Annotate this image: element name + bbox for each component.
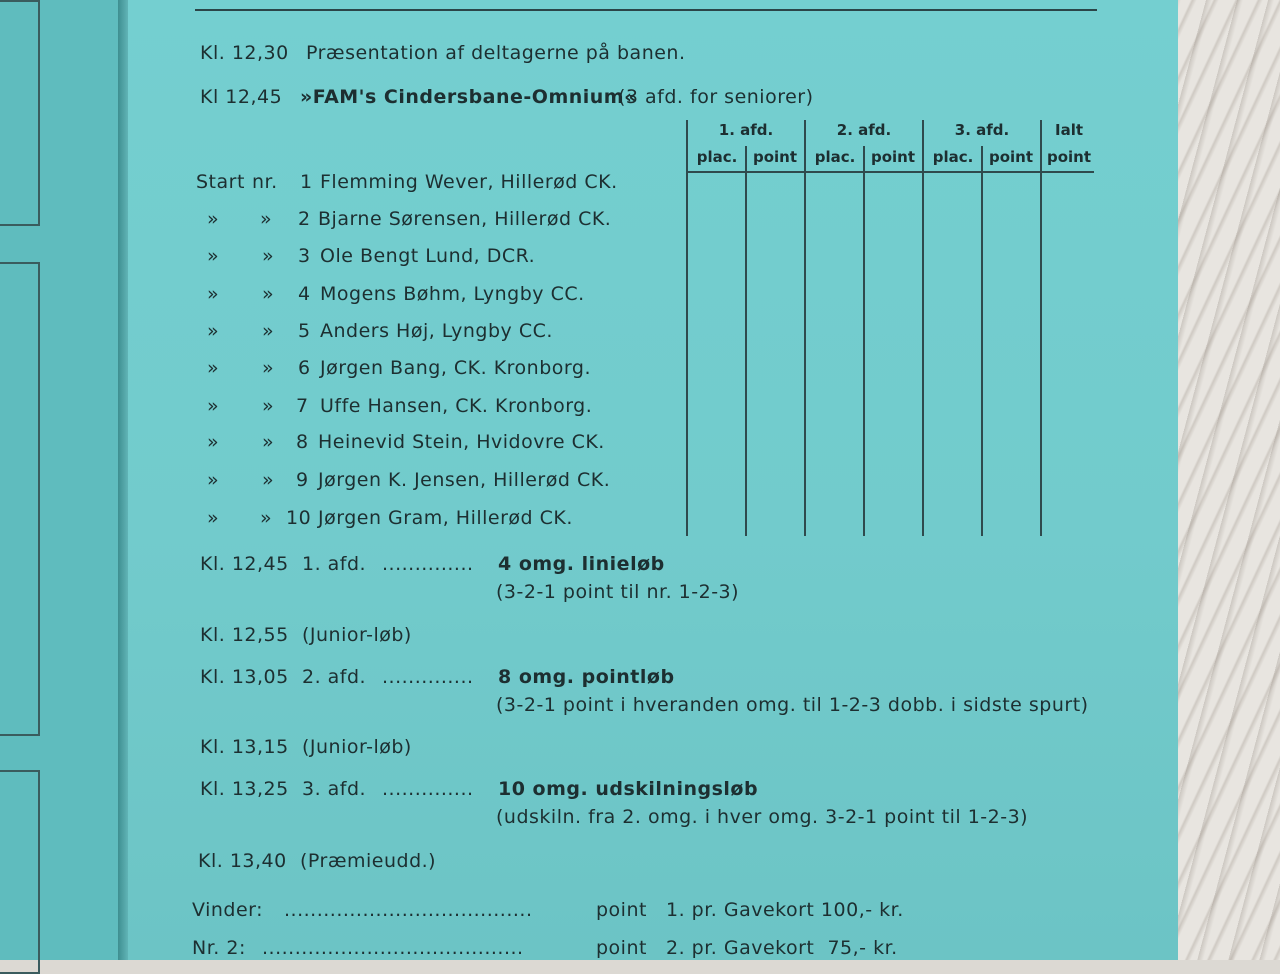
ditto-mark: » — [262, 245, 275, 267]
ditto-mark: » — [260, 208, 273, 230]
header-point: point — [988, 148, 1034, 166]
result-label: Nr. 2: — [192, 937, 246, 959]
program-label: (Præmieudd.) — [300, 850, 437, 872]
header-afd2: 2. afd. — [836, 121, 892, 139]
result-dots: ........................................ — [262, 937, 524, 959]
result-dots: ...................................... — [284, 899, 533, 921]
omnium-title: »FAM's Cindersbane-Omnium« — [300, 86, 637, 108]
header-afd1: 1. afd. — [718, 121, 774, 139]
rider-number: 9 — [296, 469, 309, 491]
rider-name: Uffe Hansen, CK. Kronborg. — [320, 395, 593, 417]
program-time: Kl. 13,15 — [200, 736, 289, 758]
ditto-mark: » — [262, 469, 275, 491]
header-point: point — [1046, 148, 1092, 166]
left-page-box — [0, 262, 40, 736]
program-time: Kl. 13,05 — [200, 666, 289, 688]
ditto-mark: » — [262, 431, 275, 453]
ditto-mark: » — [262, 320, 275, 342]
rider-name: Ole Bengt Lund, DCR. — [320, 245, 536, 267]
table-header-rule — [688, 171, 1094, 173]
program-detail: (3-2-1 point til nr. 1-2-3) — [496, 581, 740, 603]
program-dots: .............. — [382, 778, 474, 800]
rider-name: Bjarne Sørensen, Hillerød CK. — [318, 208, 612, 230]
rider-number: 7 — [296, 395, 309, 417]
ditto-mark: » — [207, 320, 220, 342]
rider-name: Heinevid Stein, Hvidovre CK. — [318, 431, 605, 453]
result-unit: point — [596, 899, 647, 921]
ditto-mark: » — [207, 469, 220, 491]
rider-number: 8 — [296, 431, 309, 453]
time-1230: Kl. 12,30 — [200, 42, 289, 64]
program-event: 8 omg. pointløb — [498, 666, 675, 688]
rider-name: Mogens Bøhm, Lyngby CC. — [320, 283, 585, 305]
ditto-mark: » — [262, 395, 275, 417]
program-label: (Junior-løb) — [302, 624, 412, 646]
table-column-line — [863, 146, 865, 536]
program-event: 10 omg. udskilningsløb — [498, 778, 759, 800]
ditto-mark: » — [207, 395, 220, 417]
header-point: point — [870, 148, 916, 166]
header-plac: plac. — [932, 148, 974, 166]
ditto-mark: » — [207, 431, 220, 453]
header-total: Ialt — [1054, 121, 1083, 139]
ditto-mark: » — [207, 283, 220, 305]
rider-name: Jørgen Gram, Hillerød CK. — [318, 507, 573, 529]
program-label: 1. afd. — [302, 553, 367, 575]
result-prize: 1. pr. Gavekort 100,- kr. — [666, 899, 904, 921]
program-detail: (udskiln. fra 2. omg. i hver omg. 3-2-1 point til 1-2-3) — [496, 806, 1029, 828]
table-column-line — [981, 146, 983, 536]
table-column-line — [804, 120, 806, 536]
table-column-line — [922, 120, 924, 536]
start-nr-label: nr. — [252, 171, 278, 193]
program-label: 3. afd. — [302, 778, 367, 800]
ditto-mark: » — [207, 507, 220, 529]
top-rule — [195, 9, 1097, 11]
result-prize: 2. pr. Gavekort 75,- kr. — [666, 937, 898, 959]
presentation-text: Præsentation af deltagerne på banen. — [306, 42, 686, 64]
program-time: Kl. 13,40 — [198, 850, 287, 872]
rider-name: Jørgen K. Jensen, Hillerød CK. — [318, 469, 611, 491]
rider-number: 5 — [298, 320, 311, 342]
program-detail: (3-2-1 point i hveranden omg. til 1-2-3 dobb. i sidste spurt) — [496, 694, 1089, 716]
program-time: Kl. 12,55 — [200, 624, 289, 646]
table-column-line — [686, 120, 688, 536]
ditto-mark: » — [262, 357, 275, 379]
rider-number: 3 — [298, 245, 311, 267]
wood-background — [1175, 0, 1280, 960]
program-time: Kl. 12,45 — [200, 553, 289, 575]
left-page-box — [0, 0, 40, 226]
table-column-line — [1040, 120, 1042, 536]
ditto-mark: » — [207, 208, 220, 230]
program-event: 4 omg. linieløb — [498, 553, 665, 575]
time-1245: Kl 12,45 — [200, 86, 283, 108]
omnium-note: (3 afd. for seniorer) — [618, 86, 814, 108]
rider-number: 10 — [286, 507, 312, 529]
result-unit: point — [596, 937, 647, 959]
rider-number: 4 — [298, 283, 311, 305]
ditto-mark: » — [262, 283, 275, 305]
program-label: (Junior-løb) — [302, 736, 412, 758]
table-column-line — [745, 146, 747, 536]
program-label: 2. afd. — [302, 666, 367, 688]
ditto-mark: » — [207, 245, 220, 267]
program-dots: .............. — [382, 553, 474, 575]
program-dots: .............. — [382, 666, 474, 688]
rider-name: Flemming Wever, Hillerød CK. — [320, 171, 618, 193]
result-label: Vinder: — [192, 899, 264, 921]
left-page-box — [0, 770, 40, 974]
header-plac: plac. — [814, 148, 856, 166]
left-page — [0, 0, 125, 960]
ditto-mark: » — [207, 357, 220, 379]
header-afd3: 3. afd. — [954, 121, 1010, 139]
rider-name: Anders Høj, Lyngby CC. — [320, 320, 553, 342]
ditto-mark: » — [260, 507, 273, 529]
program-time: Kl. 13,25 — [200, 778, 289, 800]
header-point: point — [752, 148, 798, 166]
rider-number: 6 — [298, 357, 311, 379]
header-plac: plac. — [696, 148, 738, 166]
start-label: Start — [196, 171, 245, 193]
rider-number: 1 — [300, 171, 313, 193]
rider-number: 2 — [298, 208, 311, 230]
rider-name: Jørgen Bang, CK. Kronborg. — [320, 357, 591, 379]
